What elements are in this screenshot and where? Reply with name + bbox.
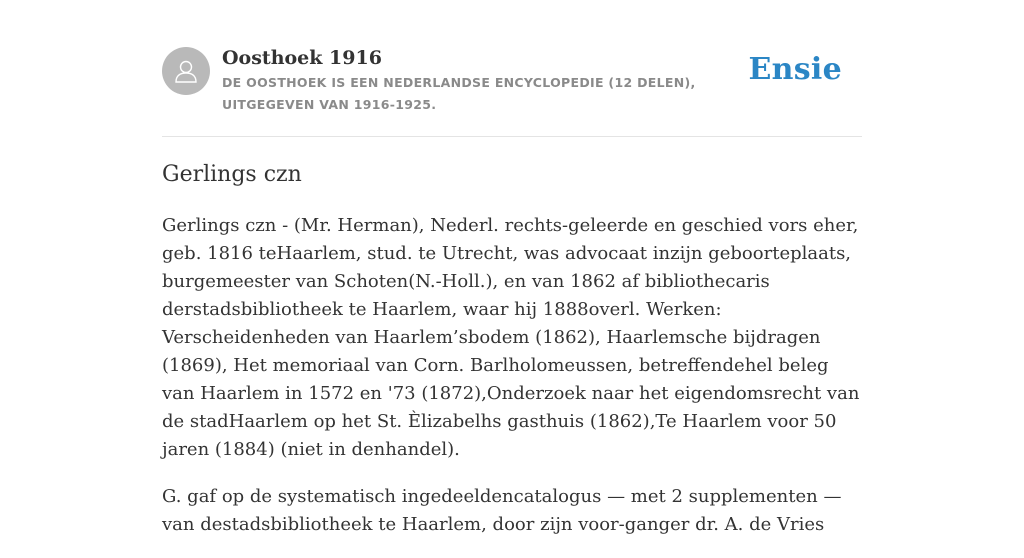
source-description: DE OOSTHOEK IS EEN NEDERLANDSE ENCYCLOPEDIE (12 DELEN), UITGEGEVEN VAN 1916-1925. <box>222 75 696 112</box>
article-paragraph: G. gaf op de systematisch ingedeeldencatalogus — met 2 supplementen — van destadsbibliotheek te Haarlem, door zijn voor-ganger dr. A. de Vries <box>162 486 842 535</box>
ensie-logo[interactable]: Ensie <box>748 52 842 87</box>
page-container <box>162 0 862 535</box>
article-paragraph: Gerlings czn - (Mr. Herman), Nederl. rechts-geleerde en geschied vors eher, geb. 1816 teHaarlem, stud. te Utrecht, was advocaat inzijn geboorteplaats, burgemeester van Schoten(N.-Holl.), en van 1862 af bibliothecaris derstadsbibliotheek te Haarlem, waar hij 1888overl. Werken: Verscheidenheden van Haarlem’sbodem (1862), Haarlemsche bijdragen (1869), Het memoriaal van Corn. Barlholomeussen, betreffendehel beleg van Haarlem in 1572 en '73 (1872),Onderzoek naar het eigendomsrecht van de stadHaarlem op het St. Èlizabelhs gasthuis (1862),Te Haarlem voor 50 jaren (1884) (niet in denhandel). <box>162 215 860 460</box>
user-icon <box>172 57 200 85</box>
avatar[interactable] <box>162 47 210 95</box>
source-name[interactable]: Oosthoek 1916 <box>222 47 382 69</box>
article-body <box>162 212 862 558</box>
source-header <box>162 0 862 137</box>
article-title: Gerlings czn <box>162 162 302 187</box>
